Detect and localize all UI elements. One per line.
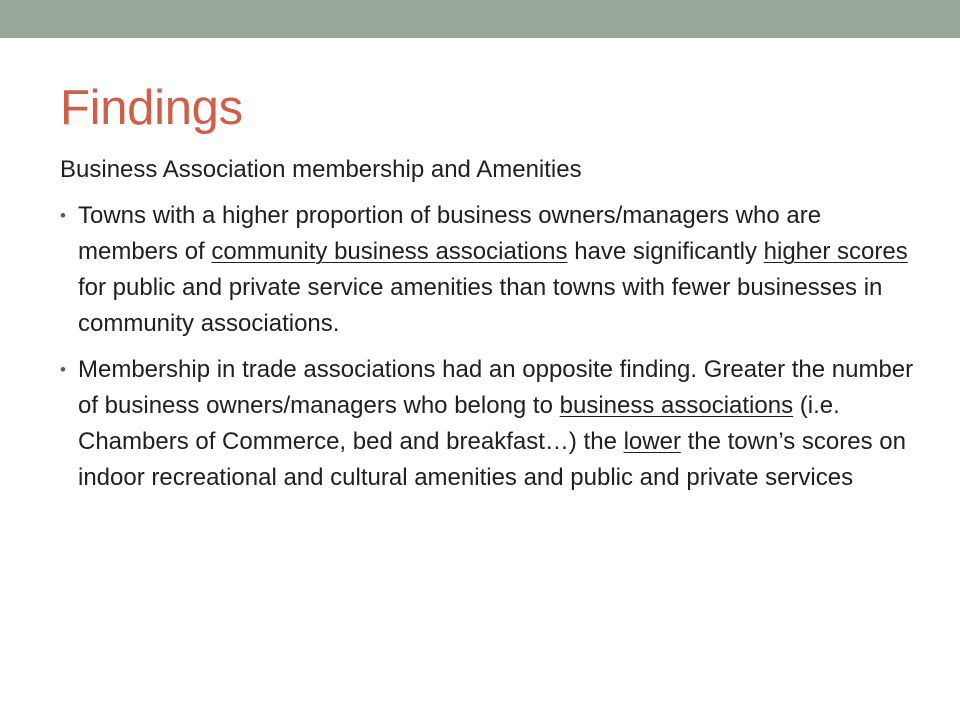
bullet-text: Membership in trade associations had an opposite finding. Greater the number of business owners/managers who belong to	[78, 356, 914, 419]
bullet-text: Towns with a higher proportion of business owners/managers who are members of	[78, 202, 822, 265]
underlined-phrase: business associations	[559, 392, 794, 419]
subheading: Business Association membership and Amenities	[60, 156, 582, 183]
slide-title: Findings	[60, 81, 243, 135]
bullet-text: (i.e. Chambers of Commerce, bed and breakfast…) the	[78, 392, 840, 455]
bullet-item	[60, 352, 920, 496]
bullet-list	[60, 198, 920, 496]
bullet-item	[60, 198, 920, 342]
underlined-phrase: community business associations	[211, 238, 568, 265]
bullet-text: have significantly	[567, 238, 764, 265]
top-accent-bar	[0, 0, 960, 38]
underlined-phrase: lower	[623, 428, 681, 455]
bullet-text: the town’s scores on indoor recreational and cultural amenities and public and private services	[78, 428, 906, 491]
slide-content	[60, 152, 920, 506]
underlined-phrase: higher scores	[763, 238, 908, 265]
bullet-text: for public and private service amenities than towns with fewer businesses in community associations.	[78, 274, 883, 337]
